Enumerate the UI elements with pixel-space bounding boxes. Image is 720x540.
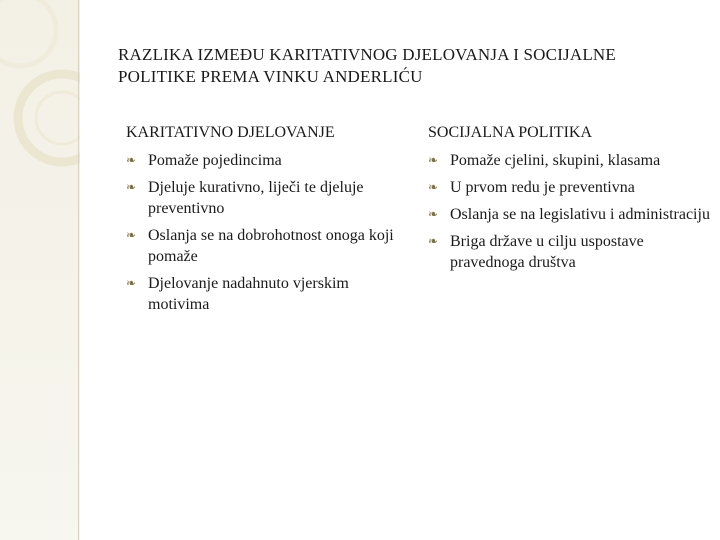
decorative-circles-icon (0, 0, 80, 200)
ornamental-bullet-icon: ❧ (126, 276, 137, 290)
ornamental-bullet-icon: ❧ (428, 234, 439, 248)
slide-title: RAZLIKA IZMEĐU KARITATIVNOG DJELOVANJA I SOCIJALNE POLITIKE PREMA VINKU ANDERLIĆU (118, 45, 616, 86)
left-bullet-list (126, 150, 406, 315)
list-item (126, 225, 406, 267)
list-item (126, 177, 406, 219)
list-item (428, 150, 718, 171)
sidebar-divider (78, 0, 79, 540)
list-item (428, 231, 718, 273)
right-column (428, 122, 718, 279)
left-column (126, 122, 406, 321)
ornamental-bullet-icon: ❧ (428, 180, 439, 194)
list-item (428, 204, 718, 225)
right-column-heading: SOCIJALNA POLITIKA (428, 124, 592, 141)
list-item-text: Briga države u cilju uspostave pravednoga društva (450, 233, 644, 271)
list-item (428, 177, 718, 198)
ornamental-bullet-icon: ❧ (126, 228, 137, 242)
list-item-text: Oslanja se na dobrohotnost onoga koji pomaže (148, 227, 394, 265)
list-item (126, 150, 406, 171)
left-column-heading: KARITATIVNO DJELOVANJE (126, 124, 335, 141)
list-item-text: Oslanja se na legislativu i administraciju (450, 206, 710, 223)
list-item-text: Djeluje kurativno, liječi te djeluje preventivno (148, 179, 364, 217)
ornamental-bullet-icon: ❧ (126, 180, 137, 194)
list-item-text: U prvom redu je preventivna (450, 179, 635, 196)
list-item-text: Pomaže cjelini, skupini, klasama (450, 152, 661, 169)
ornamental-bullet-icon: ❧ (428, 207, 439, 221)
ornamental-bullet-icon: ❧ (428, 153, 439, 167)
list-item-text: Pomaže pojedincima (148, 152, 282, 169)
ornamental-bullet-icon: ❧ (126, 153, 137, 167)
list-item (126, 273, 406, 315)
list-item-text: Djelovanje nadahnuto vjerskim motivima (148, 275, 349, 313)
right-bullet-list (428, 150, 718, 273)
decorative-sidebar (0, 0, 80, 540)
